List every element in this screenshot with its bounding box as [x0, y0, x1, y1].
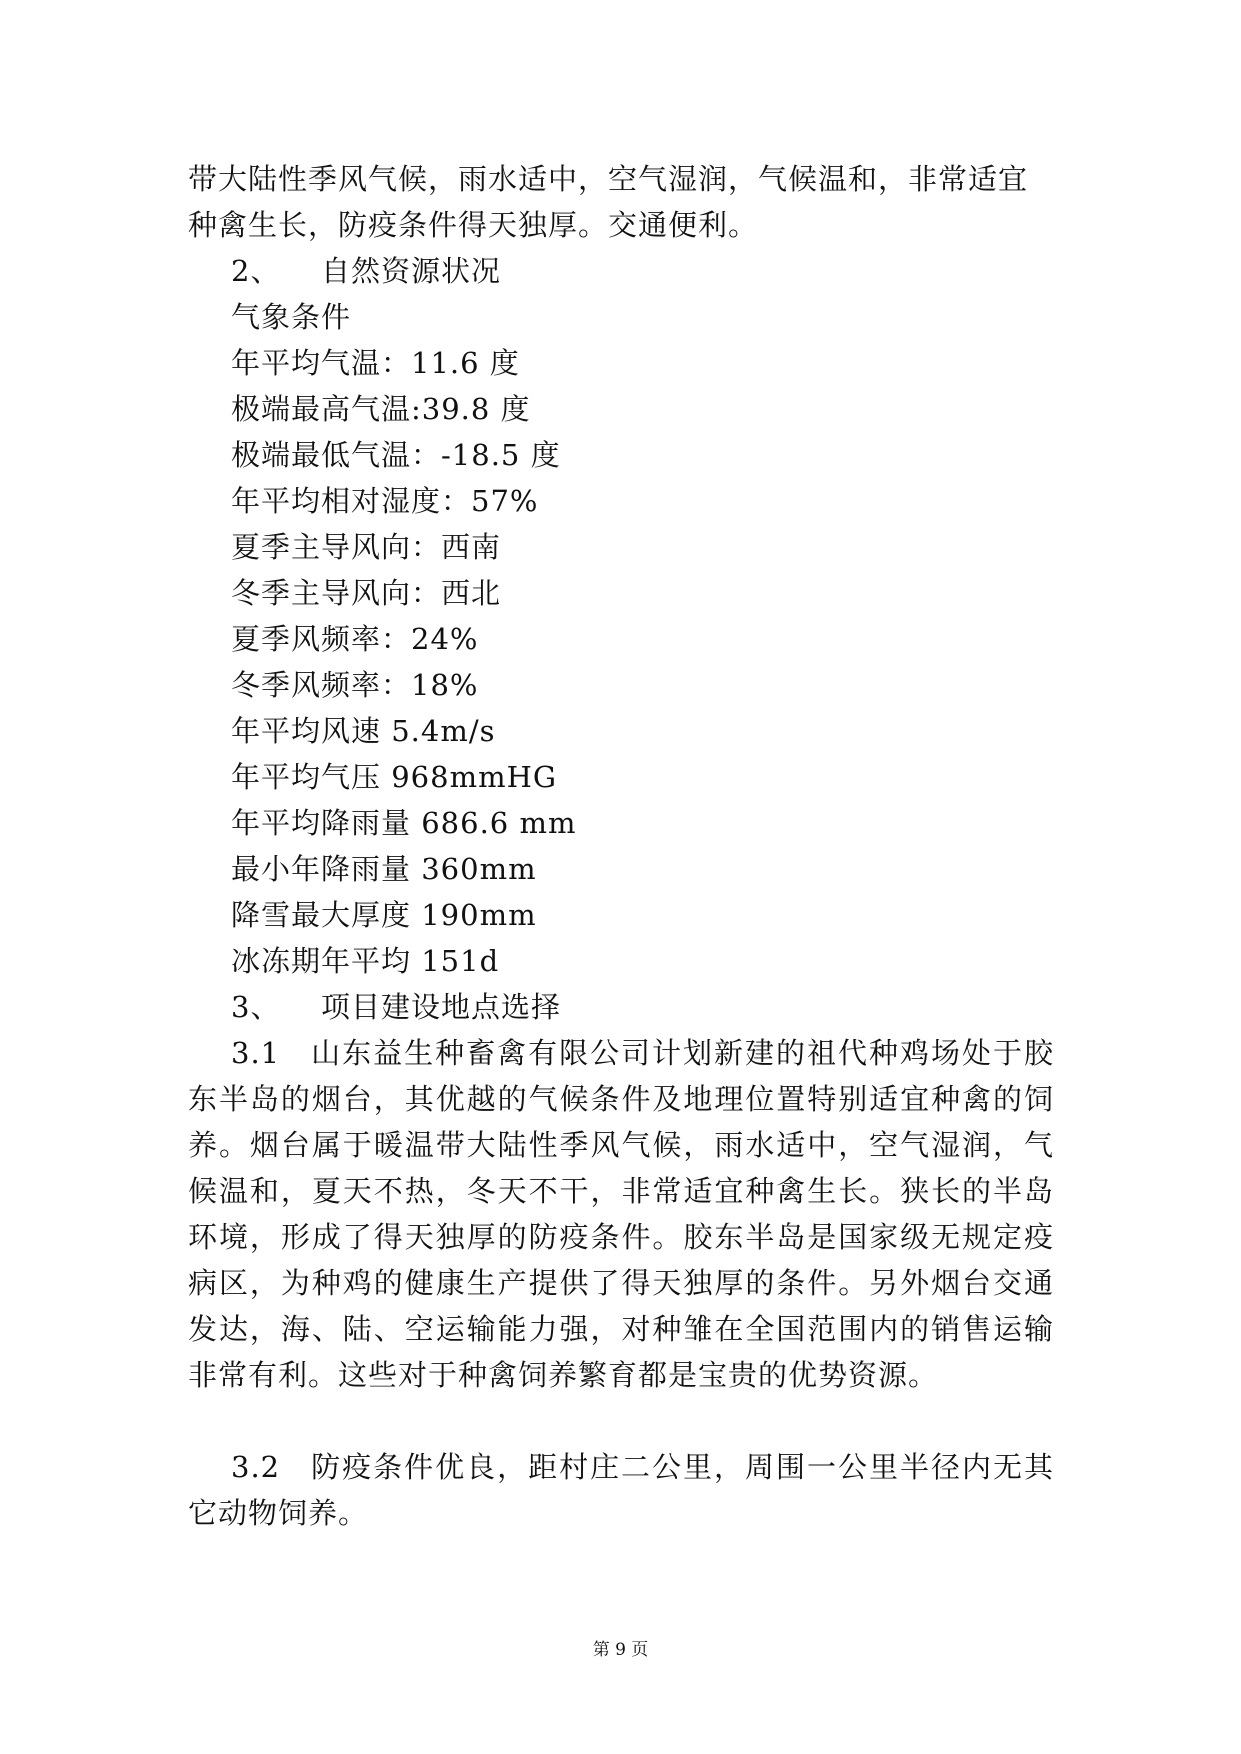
paragraph-3-2-number: 3.2	[231, 1450, 281, 1484]
section-3-heading	[188, 984, 1054, 1030]
climate-item: 冬季风频率：18%	[231, 668, 479, 702]
paragraph-3-1	[188, 1030, 1054, 1398]
climate-item: 年平均气压 968mmHG	[231, 760, 558, 794]
climate-item: 降雪最大厚度 190mm	[231, 898, 537, 932]
section-3-title: 项目建设地点选择	[321, 990, 562, 1024]
paragraph-3-1-text: 山东益生种畜禽有限公司计划新建的祖代种鸡场处于胶东半岛的烟台，其优越的气候条件及地理位置特别适宜种禽的饲养。烟台属于暖温带大陆性季风气候，雨水适中，空气湿润，气候温和，夏天不热，冬天不干，非常适宜种禽生长。狭长的半岛环境，形成了得天独厚的防疫条件。胶东半岛是国家级无规定疫病区，为种鸡的健康生产提供了得天独厚的条件。另外烟台交通发达，海、陆、空运输能力强，对种雏在全国范围内的销售运输非常有利。这些对于种禽饲养繁育都是宝贵的优势资源。	[188, 1036, 1054, 1392]
intro-line-1: 带大陆性季风气候，雨水适中，空气湿润，气候温和，非常适宜	[188, 162, 1029, 196]
section-2-title: 自然资源状况	[321, 254, 502, 288]
climate-item: 夏季主导风向：西南	[231, 530, 502, 564]
paragraph-3-2-text: 防疫条件优良，距村庄二公里，周围一公里半径内无其它动物饲养。	[188, 1450, 1054, 1530]
section-2-number: 2、	[231, 254, 281, 288]
climate-item: 最小年降雨量 360mm	[231, 852, 537, 886]
section-3-number: 3、	[231, 990, 281, 1024]
climate-item: 冬季主导风向：西北	[231, 576, 502, 610]
section-2-heading	[188, 248, 1054, 294]
paragraph-spacer	[188, 1398, 1054, 1444]
climate-heading: 气象条件	[231, 300, 352, 334]
page-body	[188, 156, 1054, 1536]
page-number: 第 9 页	[592, 1640, 649, 1660]
climate-item: 年平均风速 5.4m/s	[231, 714, 496, 748]
paragraph-3-1-number: 3.1	[231, 1036, 281, 1070]
climate-item: 夏季风频率：24%	[231, 622, 479, 656]
climate-item: 极端最高气温:39.8 度	[231, 392, 531, 426]
climate-item: 冰冻期年平均 151d	[231, 944, 500, 978]
paragraph-3-2	[188, 1444, 1054, 1536]
intro-line-2: 种禽生长，防疫条件得天独厚。交通便利。	[188, 208, 759, 242]
climate-item: 年平均降雨量 686.6 mm	[231, 806, 577, 840]
climate-item: 年平均气温：11.6 度	[231, 346, 520, 380]
climate-item: 年平均相对湿度：57%	[231, 484, 539, 518]
climate-item: 极端最低气温：-18.5 度	[231, 438, 561, 472]
